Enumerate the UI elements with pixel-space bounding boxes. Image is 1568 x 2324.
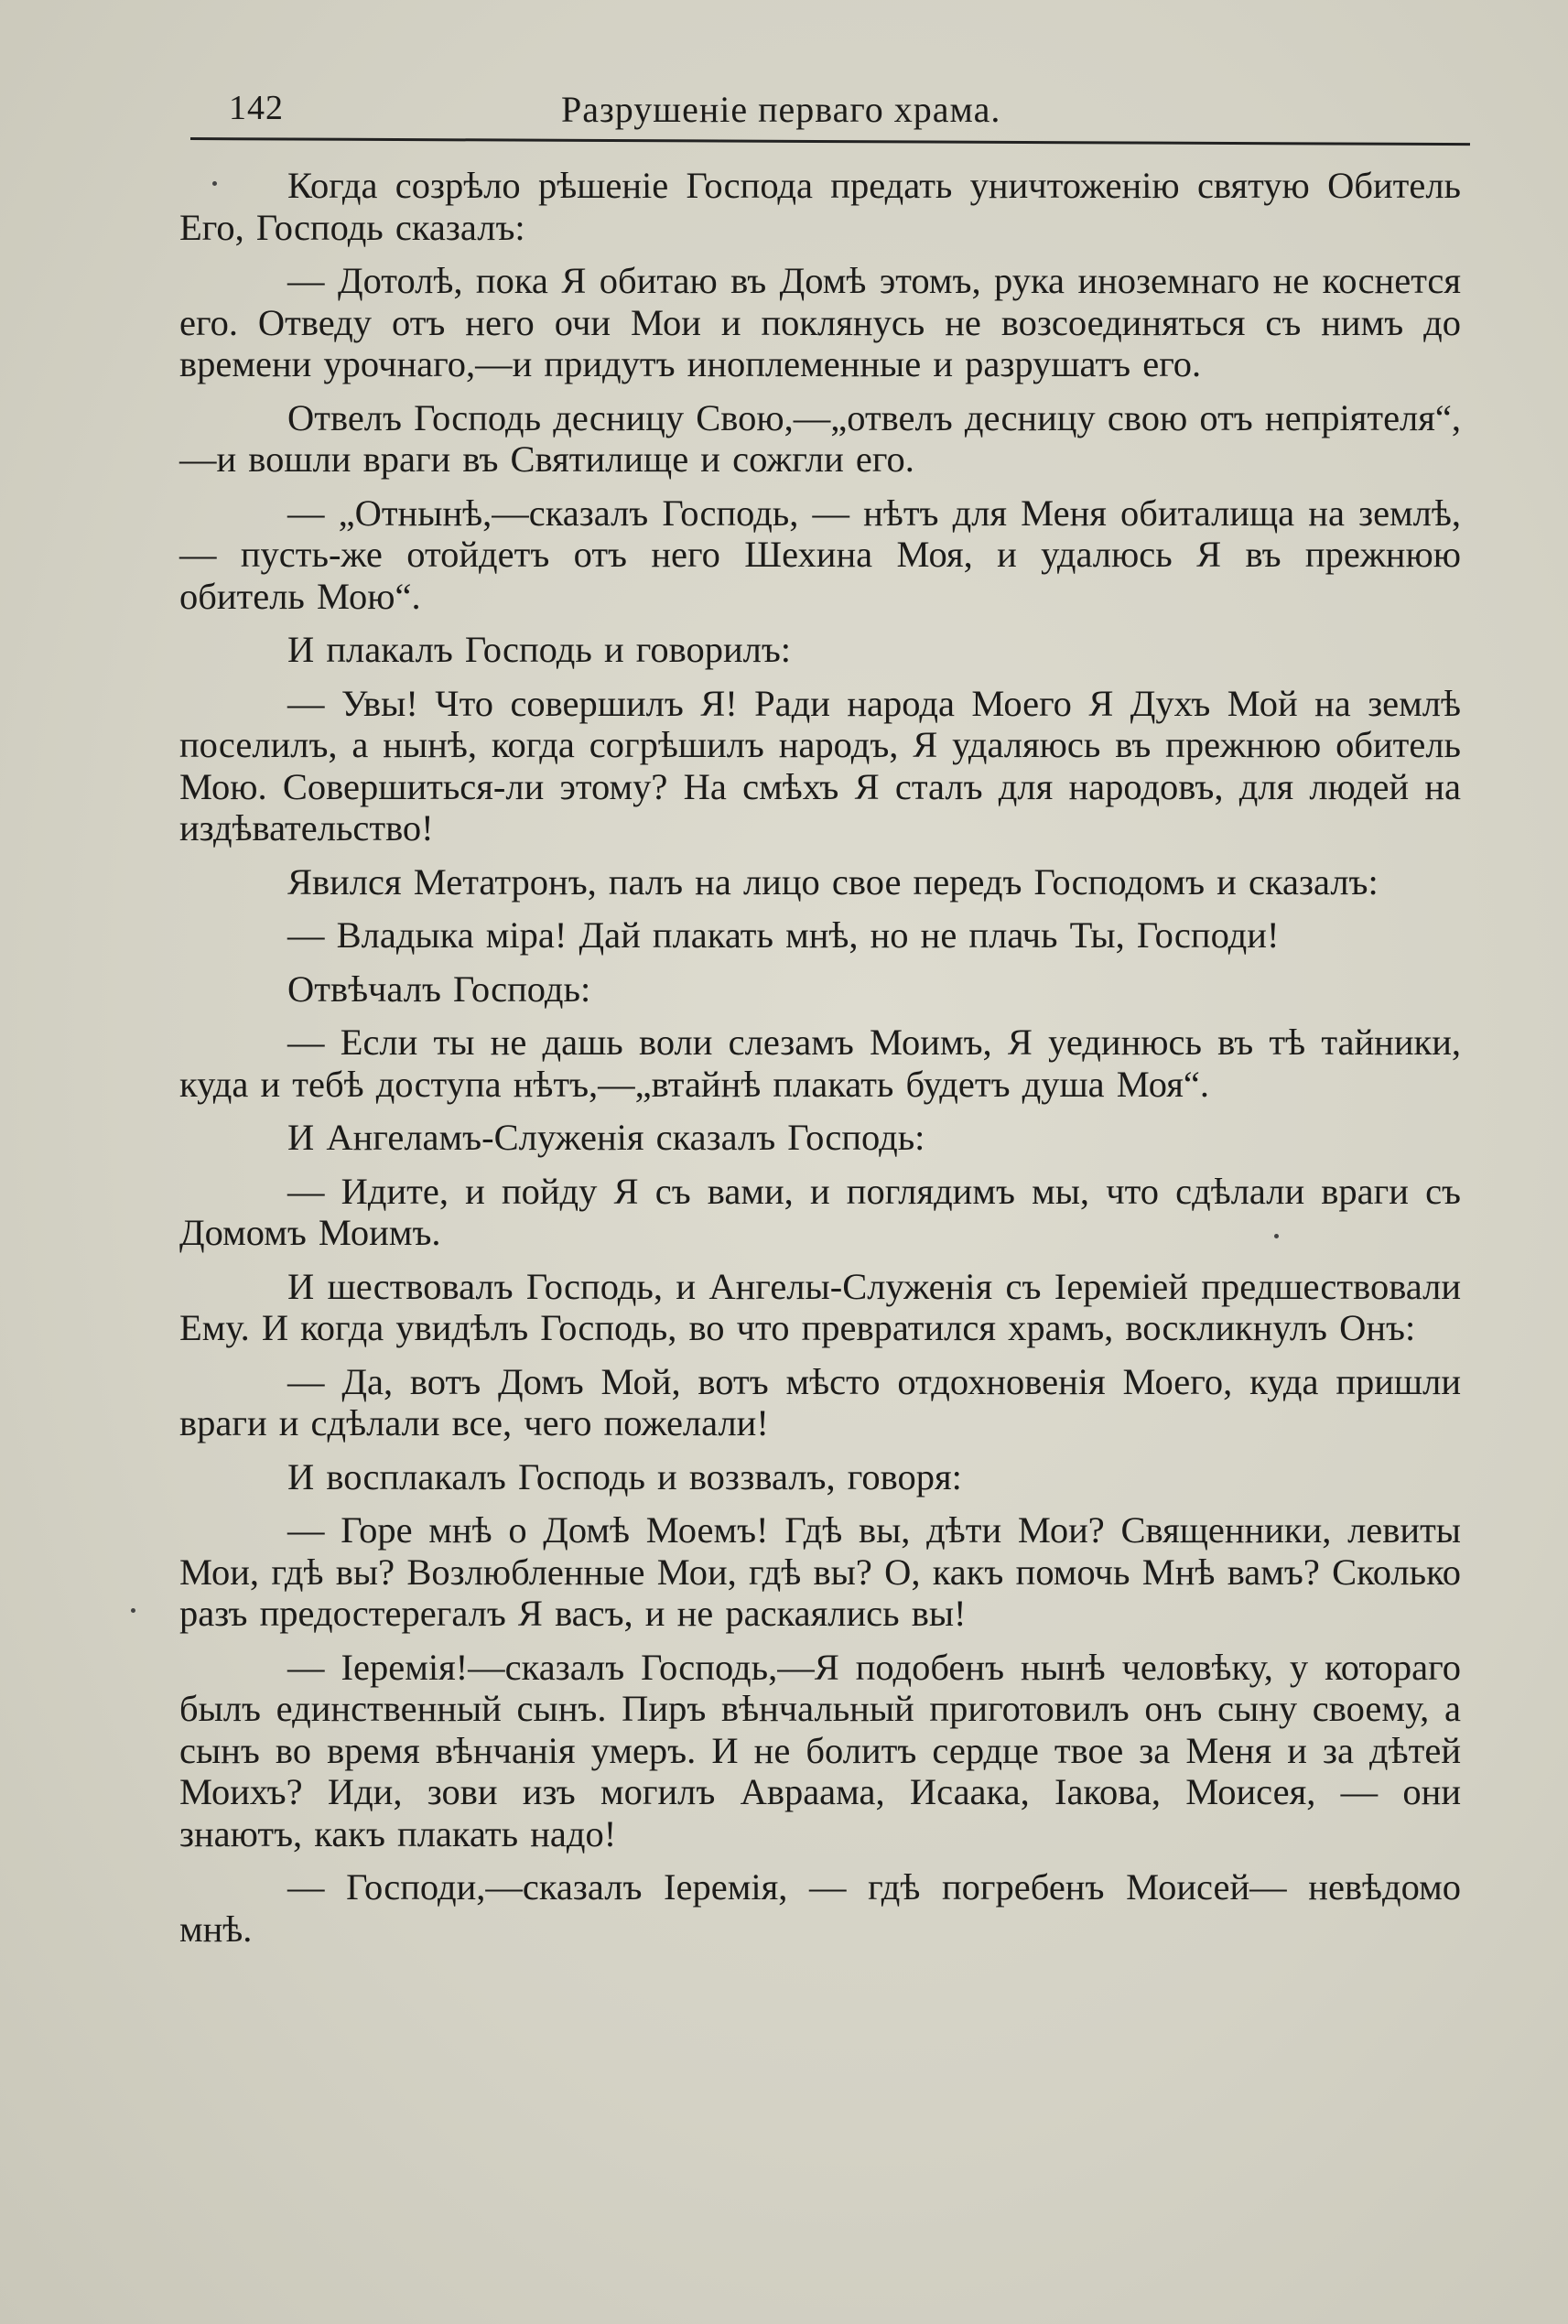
- paragraph: И восплакалъ Господь и воззвалъ, говоря:: [287, 1455, 962, 1497]
- paragraph: И шествовалъ Господь, и Ангелы-Служенія съ Іереміей предшествовали Ему. И когда увидѣлъ Господь, во что превратился храмъ, воскликнулъ Онъ:: [179, 1265, 1461, 1348]
- paper-speck: [131, 1608, 135, 1613]
- paragraph: Отвелъ Господь десницу Свою,—„отвелъ десницу свою отъ непріятеля“,—и вошли враги въ Святилище и сожгли его.: [179, 396, 1461, 480]
- header-rule: [190, 137, 1470, 146]
- running-title: Разрушеніе перваго храма.: [561, 89, 1001, 130]
- paragraph: И плакалъ Господь и говорилъ:: [287, 629, 792, 670]
- paragraph: Когда созрѣло рѣшеніе Господа предать уничтоженію святую Обитель Его, Господь сказалъ:: [179, 165, 1461, 248]
- paragraph: — Увы! Что совершилъ Я! Ради народа Моего Я Духъ Мой на землѣ поселилъ, а нынѣ, когда согрѣшилъ народъ, Я удаляюсь въ прежнюю обитель Мою. Совершиться-ли этому? На смѣхъ Я сталъ для народовъ, для людей на издѣвательство!: [179, 682, 1461, 849]
- paper-speck: [1274, 1234, 1279, 1238]
- paragraph: И Ангеламъ-Служенія сказалъ Господь:: [287, 1117, 925, 1158]
- paragraph: — Господи,—сказалъ Іеремія, — гдѣ погребенъ Моисей— невѣдомо мнѣ.: [179, 1866, 1461, 1950]
- paragraph: Отвѣчалъ Господь:: [287, 967, 591, 1010]
- paper-speck: [212, 181, 217, 186]
- body-text: [179, 165, 1461, 1950]
- paragraph: — Если ты не дашь воли слезамъ Моимъ, Я уединюсь въ тѣ тайники, куда и тебѣ доступа нѣтъ,—„втайнѣ плакать будетъ душа Моя“.: [179, 1021, 1461, 1105]
- page-number: 142: [229, 89, 284, 127]
- paragraph: — Идите, и пойду Я съ вами, и поглядимъ мы, что сдѣлали враги съ Домомъ Моимъ.: [179, 1170, 1461, 1253]
- paragraph: — Да, вотъ Домъ Мой, вотъ мѣсто отдохновенія Моего, куда пришли враги и сдѣлали все, чего пожелали!: [179, 1360, 1461, 1443]
- page-header: [190, 81, 1470, 135]
- paragraph: — Іеремія!—сказалъ Господь,—Я подобенъ нынѣ человѣку, у котораго былъ единственный сынъ. Пиръ вѣнчальный приготовилъ онъ сыну своему, а сынъ во время вѣнчанія умеръ. И не болитъ сердце твое за Меня и за дѣтей Моихъ? Иди, зови изъ могилъ Авраама, Исаака, Іакова, Моисея, — они знаютъ, какъ плакать надо!: [179, 1646, 1461, 1854]
- paragraph: — Владыка міра! Дай плакать мнѣ, но не плачь Ты, Господи!: [287, 914, 1280, 956]
- paragraph: Явился Метатронъ, палъ на лицо свое передъ Господомъ и сказалъ:: [287, 860, 1379, 903]
- paragraph: — Дотолѣ, пока Я обитаю въ Домѣ этомъ, рука иноземнаго не коснется его. Отведу отъ него очи Мои и поклянусь не возсоединяться съ нимъ до времени урочнаго,—и придутъ иноплеменные и разрушатъ его.: [179, 260, 1461, 384]
- paragraph: — „Отнынѣ,—сказалъ Господь, — нѣтъ для Меня обиталища на землѣ, — пусть-же отойдетъ отъ него Шехина Моя, и удалюсь Я въ прежнюю обитель Мою“.: [179, 492, 1461, 617]
- paragraph: — Горе мнѣ о Домѣ Моемъ! Гдѣ вы, дѣти Мои? Священники, левиты Мои, гдѣ вы? Возлюбленные Мои, гдѣ вы? О, какъ помочь Мнѣ вамъ? Сколько разъ предостерегалъ Я васъ, и не раскаялись вы!: [179, 1509, 1461, 1634]
